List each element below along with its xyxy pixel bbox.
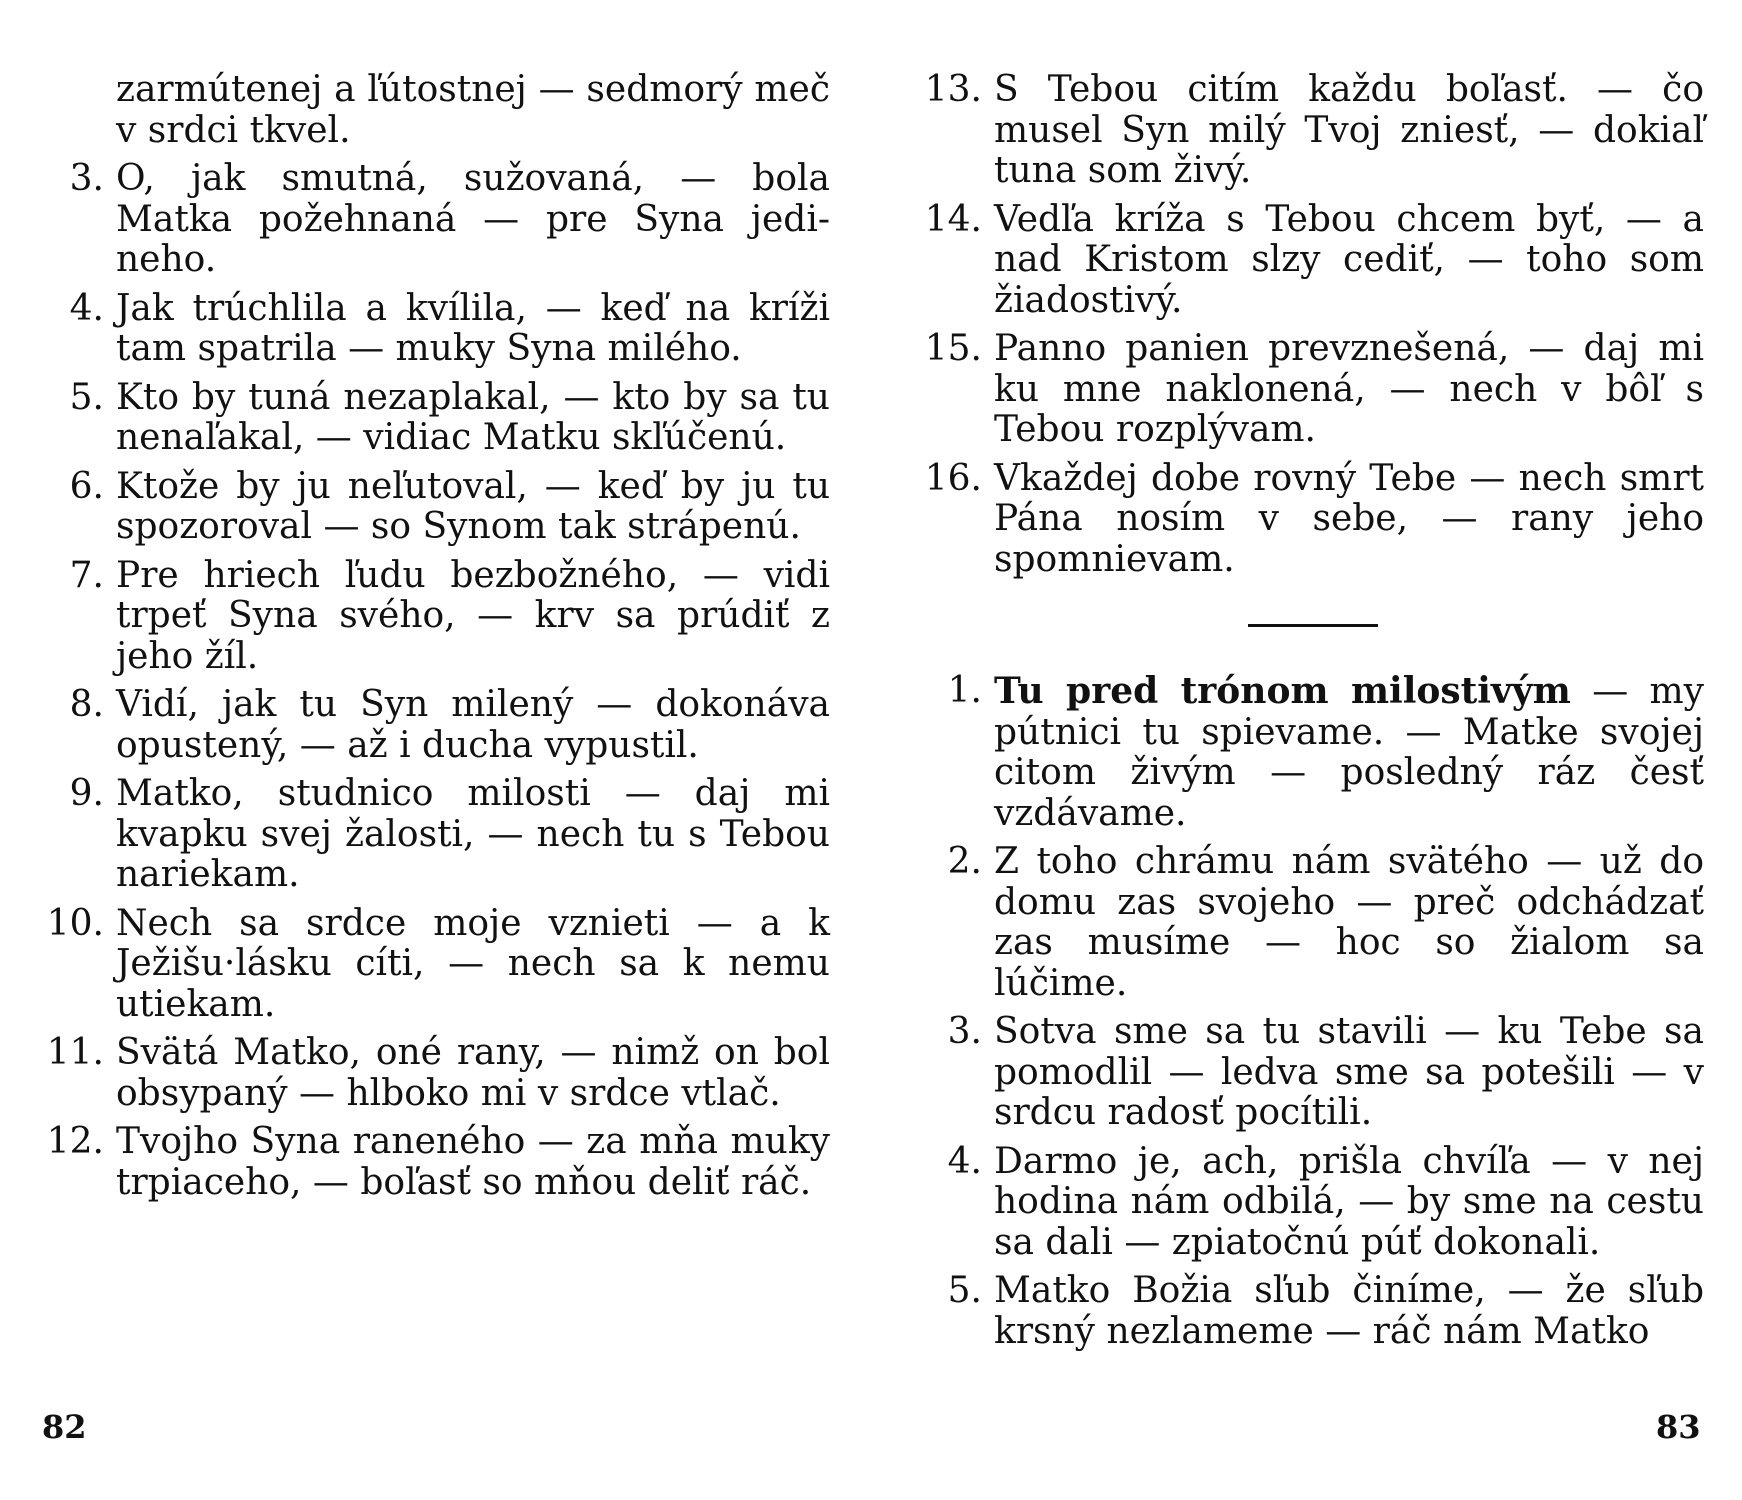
verse-number: 4.	[947, 1140, 982, 1182]
verse-text: O, jak smutná, sužovaná, — bola Matka požehnaná — pre Syna jedi-neho.	[116, 158, 830, 280]
verse-number: 12.	[46, 1121, 104, 1162]
verse-10	[40, 904, 830, 1026]
verse-number: 8.	[69, 684, 104, 725]
verse-text: Kto by tuná nezaplakal, — kto by sa tu nenaľakal, — vidiac Matku skľúčenú.	[116, 376, 830, 458]
verse-7	[40, 556, 830, 678]
verse-text: Darmo je, ach, prišla chvíľa — v nej hodina nám odbilá, — by sme na cestu sa dali — zpiatočnú púť dokonali.	[994, 1140, 1704, 1263]
verse-12	[40, 1122, 830, 1203]
section-divider	[1248, 624, 1378, 627]
verse-13	[918, 70, 1704, 192]
verse-text	[994, 671, 1704, 834]
verse-14	[918, 200, 1704, 322]
verse-text: Tvojho Syna raneného — za mňa muky trpiaceho, — boľasť so mňou deliť ráč.	[116, 1121, 830, 1203]
verse-text: Svätá Matko, oné rany, — nimž on bol obsypaný — hlboko mi v srdce vtlač.	[116, 1032, 830, 1114]
verse-6	[40, 467, 830, 548]
verse-text: Matko, studnico milosti — daj mi kvapku svej žalosti, — nech tu s Tebou nariekam.	[116, 773, 830, 895]
verse-5	[40, 378, 830, 459]
verse-number: 16.	[924, 457, 982, 499]
song2-verse-5	[918, 1271, 1704, 1352]
left-page	[40, 70, 830, 1211]
verse-15	[918, 329, 1704, 451]
verse-text: Matko Božia sľub činíme, — že sľub krsný nezlameme — ráč nám Matko	[994, 1270, 1704, 1352]
verse-text: Nech sa srdce moje vznieti — a k Ježišu·lásku cíti, — nech sa k nemu utiekam.	[116, 902, 830, 1025]
song2-verse-1	[918, 671, 1704, 834]
verse-text: Vedľa kríža s Tebou chcem byť, — a nad Kristom slzy cediť, — toho som žiadostivý.	[994, 198, 1704, 321]
song-incipit: Tu pred trónom milostivým	[994, 670, 1571, 712]
verse-number: 13.	[924, 69, 982, 110]
verse-3	[40, 159, 830, 281]
verse-text: S Tebou citím každu boľasť. — čo musel Syn milý Tvoj zniesť, — dokiaľ tuna som živý.	[994, 69, 1704, 191]
verse-text: zarmútenej a ľútostnej — sedmorý meč v srdci tkvel.	[116, 69, 830, 151]
verse-number: 5.	[947, 1270, 982, 1311]
song2-verse-4	[918, 1142, 1704, 1264]
verse-number: 10.	[46, 902, 104, 944]
verse-number: 2.	[947, 841, 982, 882]
page-number-right: 83	[1656, 1408, 1701, 1446]
verse-text: Panno panien prevznešená, — daj mi ku mne naklonená, — nech v bôľ s Tebou rozplývam.	[994, 328, 1704, 450]
verse-continuation	[40, 70, 830, 151]
verse-number: 9.	[69, 773, 104, 814]
verse-text: Z toho chrámu nám svätého — už do domu zas svojeho — preč odchádzať zas musíme — hoc so žialom sa lúčime.	[994, 841, 1704, 1004]
verse-text: Ktože by ju neľutoval, — keď by ju tu spozoroval — so Synom tak strápenú.	[116, 465, 830, 547]
verse-text: Vkaždej dobe rovný Tebe — nech smrt Pána nosím v sebe, — rany jeho spomnievam.	[994, 457, 1704, 580]
verse-number: 5.	[69, 376, 104, 418]
verse-8	[40, 685, 830, 766]
verse-number: 7.	[69, 554, 104, 596]
verse-text-rest: — my pútnici tu spievame. — Matke svojej citom živým — posledný ráz česť vzdávame.	[994, 671, 1704, 834]
verse-16	[918, 459, 1704, 581]
verse-11	[40, 1033, 830, 1114]
verse-text: Sotva sme sa tu stavili — ku Tebe sa pomodlil — ledva sme sa potešili — v srdcu radosť pocítili.	[994, 1011, 1704, 1133]
song2-verse-3	[918, 1012, 1704, 1134]
verse-number: 3.	[69, 158, 104, 199]
verse-number: 15.	[924, 328, 982, 369]
verse-9	[40, 774, 830, 896]
verse-number: 11.	[46, 1032, 104, 1073]
verse-number: 6.	[69, 465, 104, 507]
verse-number: 4.	[69, 287, 104, 329]
song2-verse-2	[918, 842, 1704, 1004]
page-number-left: 82	[42, 1408, 87, 1446]
verse-number: 14.	[924, 198, 982, 240]
verse-text: Jak trúchlila a kvílila, — keď na kríži tam spatrila — muky Syna milého.	[116, 287, 830, 369]
verse-text: Pre hriech ľudu bezbožného, — vidi trpeť Syna svého, — krv sa prúdiť z jeho žíl.	[116, 554, 830, 677]
verse-4	[40, 289, 830, 370]
right-page	[918, 70, 1704, 1360]
verse-text: Vidí, jak tu Syn milený — dokonáva opustený, — až i ducha vypustil.	[116, 684, 830, 766]
verse-number: 3.	[947, 1011, 982, 1052]
verse-number: 1.	[947, 670, 982, 711]
